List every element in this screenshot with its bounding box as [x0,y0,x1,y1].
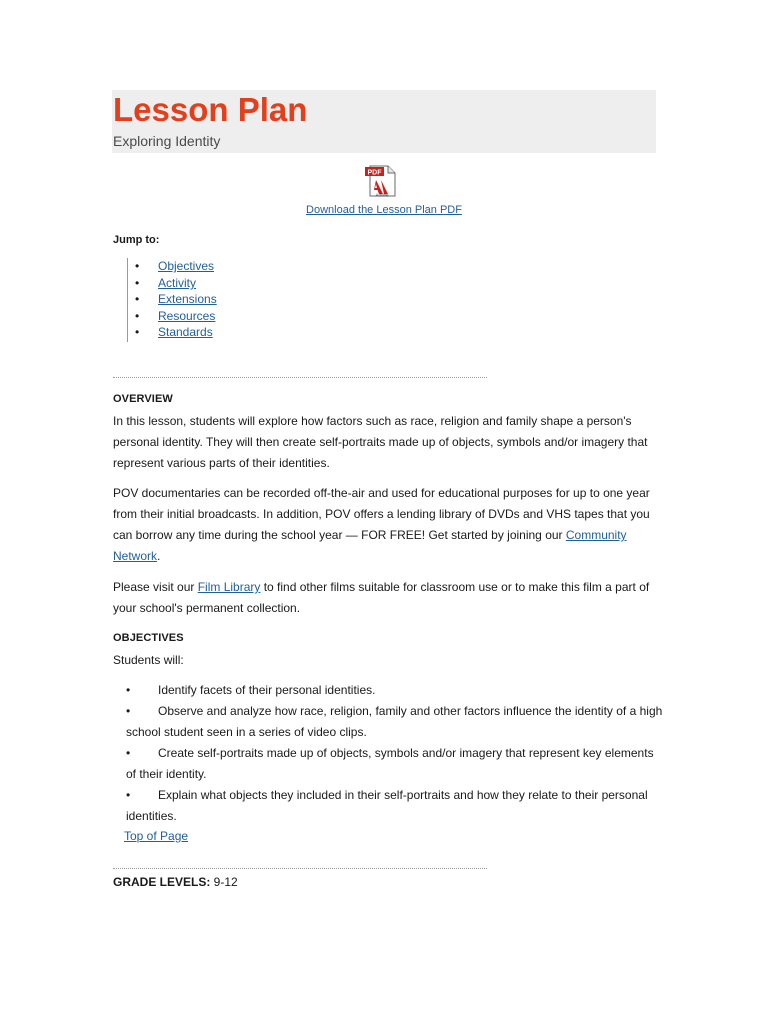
jump-list [127,258,328,342]
top-of-page-link[interactable]: Top of Page [124,829,189,843]
community-network-link[interactable]: Community Network [113,528,627,563]
bullet: • [126,788,131,802]
objective-item [126,680,666,701]
adobe-logo-text: Adobe [375,192,389,198]
bullet: • [126,704,131,718]
bullet: • [135,259,140,273]
overview-paragraph-2-text: POV documentaries can be recorded off-the-air and used for educational purposes for up to one year from their initial broadcasts. In addition, POV offers a lending library of DVDs and VHS tapes that you can borrow any time during the school year — FOR FREE! Get started by joining our [113,486,650,542]
jump-link-extensions[interactable]: Extensions [158,292,217,306]
section-divider [113,377,487,378]
section-divider [113,868,487,869]
overview-paragraph-1: In this lesson, students will explore how factors such as race, religion and family shape a person's personal identity. They will then create self-portraits made up of objects, symbols and/or imagery that represent various parts of their identities. [113,414,648,470]
pdf-icon[interactable] [364,164,398,198]
pdf-badge-text: PDF [367,169,382,177]
jump-to-label: Jump to: [113,234,160,246]
jump-link-activity[interactable]: Activity [158,276,197,290]
objectives-intro: Students will: [113,653,184,667]
objective-text: Observe and analyze how race, religion, family and other factors influence the identity of a high school student seen in a series of video clips. [126,704,663,739]
header-banner [112,90,656,153]
objective-item [126,701,666,743]
bullet: • [135,309,140,323]
bullet: • [135,292,140,306]
objective-text: Identify facets of their personal identities. [158,683,376,697]
jump-link-standards[interactable]: Standards [158,325,213,339]
overview-paragraph-2-end: . [157,549,161,563]
grade-levels-value: 9-12 [210,875,238,889]
bullet: • [135,276,140,290]
bullet: • [135,325,140,339]
bullet: • [126,746,131,760]
bullet: • [126,683,131,697]
objective-text: Explain what objects they included in their self-portraits and how they relate to their personal identities. [126,788,648,823]
objective-item [126,785,666,827]
overview-heading: OVERVIEW [113,393,173,405]
download-pdf-link[interactable]: Download the Lesson Plan PDF [306,204,462,216]
objective-item [126,743,666,785]
page-subtitle: Exploring Identity [113,133,221,149]
objective-text: Create self-portraits made up of objects, symbols and/or imagery that represent key elements of their identity. [126,746,654,781]
jump-link-resources[interactable]: Resources [158,309,216,323]
page-title: Lesson Plan [113,91,308,128]
pdf-link-row [0,204,768,216]
overview-paragraph-3-before: Please visit our [113,580,198,594]
grade-levels [113,875,238,889]
grade-levels-label: GRADE LEVELS: [113,875,211,889]
film-library-link[interactable]: Film Library [197,580,261,594]
overview-paragraph-3 [113,577,661,619]
objectives-list [126,680,666,827]
overview-paragraph-3-after: to find other films suitable for classroom use or to make this film a part of your school's permanent collection. [113,580,650,615]
overview-paragraph-2 [113,483,661,567]
objectives-heading: OBJECTIVES [113,632,184,644]
jump-link-objectives[interactable]: Objectives [158,259,215,273]
